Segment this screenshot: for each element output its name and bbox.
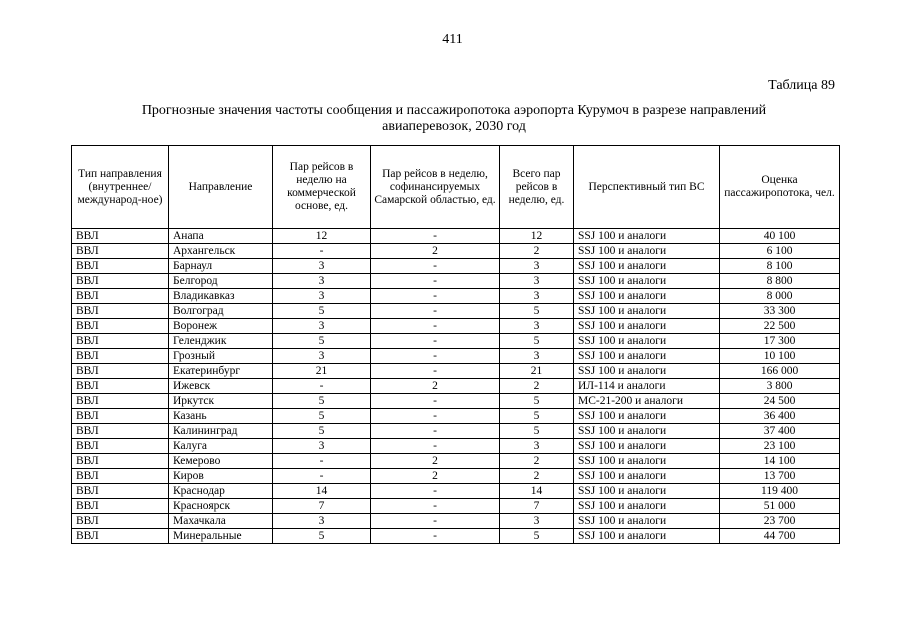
table-header-row <box>72 146 840 229</box>
cell-commercial-pairs: 3 <box>273 289 371 304</box>
caption-line-2: авиаперевозок, 2030 год <box>382 119 526 134</box>
cell-aircraft-type: SSJ 100 и аналоги <box>574 349 720 364</box>
table-row <box>72 529 840 544</box>
table-body <box>72 229 840 544</box>
header-direction-type: Тип направления (внутреннее/ международ-ное) <box>72 146 169 229</box>
table-row <box>72 499 840 514</box>
cell-passenger-estimate: 24 500 <box>720 394 840 409</box>
cell-direction: Минеральные <box>169 529 273 544</box>
cell-total-pairs: 5 <box>500 529 574 544</box>
cell-aircraft-type: SSJ 100 и аналоги <box>574 274 720 289</box>
table-row <box>72 274 840 289</box>
cell-aircraft-type: SSJ 100 и аналоги <box>574 454 720 469</box>
cell-commercial-pairs: 3 <box>273 274 371 289</box>
caption-line-1: Прогнозные значения частоты сообщения и пассажиропотока аэропорта Курумоч в разрезе направлений <box>141 103 767 118</box>
cell-aircraft-type: SSJ 100 и аналоги <box>574 409 720 424</box>
cell-aircraft-type: SSJ 100 и аналоги <box>574 319 720 334</box>
cell-passenger-estimate: 8 000 <box>720 289 840 304</box>
cell-total-pairs: 5 <box>500 424 574 439</box>
table-label: Таблица 89 <box>768 78 835 93</box>
cell-direction: Архангельск <box>169 244 273 259</box>
table-row <box>72 319 840 334</box>
cell-passenger-estimate: 37 400 <box>720 424 840 439</box>
cell-cofinanced-pairs: - <box>371 334 500 349</box>
cell-aircraft-type: SSJ 100 и аналоги <box>574 424 720 439</box>
table-caption <box>70 103 838 135</box>
cell-cofinanced-pairs: - <box>371 229 500 244</box>
cell-direction-type: ВВЛ <box>72 274 169 289</box>
cell-commercial-pairs: 14 <box>273 484 371 499</box>
cell-commercial-pairs: 5 <box>273 409 371 424</box>
cell-cofinanced-pairs: - <box>371 409 500 424</box>
cell-passenger-estimate: 51 000 <box>720 499 840 514</box>
cell-passenger-estimate: 119 400 <box>720 484 840 499</box>
table-row <box>72 439 840 454</box>
header-aircraft-type: Перспективный тип ВС <box>574 146 720 229</box>
cell-aircraft-type: SSJ 100 и аналоги <box>574 244 720 259</box>
table-row <box>72 349 840 364</box>
cell-cofinanced-pairs: - <box>371 304 500 319</box>
cell-total-pairs: 3 <box>500 259 574 274</box>
cell-commercial-pairs: 21 <box>273 364 371 379</box>
cell-direction: Владикавказ <box>169 289 273 304</box>
cell-total-pairs: 5 <box>500 409 574 424</box>
cell-cofinanced-pairs: - <box>371 529 500 544</box>
cell-commercial-pairs: 3 <box>273 514 371 529</box>
cell-cofinanced-pairs: 2 <box>371 244 500 259</box>
table-row <box>72 229 840 244</box>
cell-cofinanced-pairs: - <box>371 289 500 304</box>
cell-aircraft-type: SSJ 100 и аналоги <box>574 469 720 484</box>
cell-aircraft-type: SSJ 100 и аналоги <box>574 229 720 244</box>
cell-aircraft-type: SSJ 100 и аналоги <box>574 499 720 514</box>
cell-total-pairs: 2 <box>500 244 574 259</box>
header-cofinanced-pairs: Пар рейсов в неделю, софинансируемых Самарской областью, ед. <box>371 146 500 229</box>
cell-passenger-estimate: 6 100 <box>720 244 840 259</box>
table-row <box>72 409 840 424</box>
cell-cofinanced-pairs: 2 <box>371 469 500 484</box>
cell-direction-type: ВВЛ <box>72 484 169 499</box>
cell-direction: Калуга <box>169 439 273 454</box>
cell-passenger-estimate: 23 700 <box>720 514 840 529</box>
cell-passenger-estimate: 33 300 <box>720 304 840 319</box>
cell-direction: Махачкала <box>169 514 273 529</box>
cell-passenger-estimate: 8 800 <box>720 274 840 289</box>
cell-direction: Киров <box>169 469 273 484</box>
cell-commercial-pairs: 5 <box>273 529 371 544</box>
cell-total-pairs: 3 <box>500 514 574 529</box>
cell-passenger-estimate: 17 300 <box>720 334 840 349</box>
cell-passenger-estimate: 23 100 <box>720 439 840 454</box>
cell-direction: Барнаул <box>169 259 273 274</box>
cell-direction-type: ВВЛ <box>72 409 169 424</box>
cell-passenger-estimate: 14 100 <box>720 454 840 469</box>
cell-direction-type: ВВЛ <box>72 394 169 409</box>
cell-commercial-pairs: 3 <box>273 259 371 274</box>
cell-cofinanced-pairs: - <box>371 439 500 454</box>
cell-total-pairs: 2 <box>500 379 574 394</box>
cell-direction: Волгоград <box>169 304 273 319</box>
cell-total-pairs: 21 <box>500 364 574 379</box>
cell-commercial-pairs: 12 <box>273 229 371 244</box>
cell-passenger-estimate: 36 400 <box>720 409 840 424</box>
cell-direction: Красноярск <box>169 499 273 514</box>
cell-direction-type: ВВЛ <box>72 529 169 544</box>
table-row <box>72 469 840 484</box>
cell-cofinanced-pairs: - <box>371 349 500 364</box>
cell-direction: Екатеринбург <box>169 364 273 379</box>
cell-direction-type: ВВЛ <box>72 244 169 259</box>
table-row <box>72 394 840 409</box>
cell-direction-type: ВВЛ <box>72 379 169 394</box>
cell-commercial-pairs: 5 <box>273 304 371 319</box>
cell-direction-type: ВВЛ <box>72 289 169 304</box>
cell-total-pairs: 3 <box>500 439 574 454</box>
cell-aircraft-type: SSJ 100 и аналоги <box>574 289 720 304</box>
cell-direction-type: ВВЛ <box>72 469 169 484</box>
cell-passenger-estimate: 8 100 <box>720 259 840 274</box>
cell-direction-type: ВВЛ <box>72 229 169 244</box>
cell-direction: Краснодар <box>169 484 273 499</box>
cell-direction-type: ВВЛ <box>72 454 169 469</box>
cell-cofinanced-pairs: 2 <box>371 454 500 469</box>
table-row <box>72 334 840 349</box>
cell-total-pairs: 3 <box>500 274 574 289</box>
cell-direction: Белгород <box>169 274 273 289</box>
cell-aircraft-type: SSJ 100 и аналоги <box>574 484 720 499</box>
cell-direction: Воронеж <box>169 319 273 334</box>
cell-cofinanced-pairs: - <box>371 259 500 274</box>
cell-passenger-estimate: 13 700 <box>720 469 840 484</box>
cell-direction: Кемерово <box>169 454 273 469</box>
header-commercial-pairs: Пар рейсов в неделю на коммерческой основе, ед. <box>273 146 371 229</box>
table-row <box>72 454 840 469</box>
cell-total-pairs: 3 <box>500 289 574 304</box>
cell-aircraft-type: SSJ 100 и аналоги <box>574 514 720 529</box>
table-row <box>72 379 840 394</box>
cell-direction: Грозный <box>169 349 273 364</box>
cell-direction-type: ВВЛ <box>72 349 169 364</box>
cell-commercial-pairs: 5 <box>273 334 371 349</box>
cell-direction-type: ВВЛ <box>72 514 169 529</box>
header-passenger-estimate: Оценка пассажиропотока, чел. <box>720 146 840 229</box>
cell-cofinanced-pairs: - <box>371 514 500 529</box>
cell-aircraft-type: SSJ 100 и аналоги <box>574 529 720 544</box>
cell-direction-type: ВВЛ <box>72 364 169 379</box>
cell-total-pairs: 5 <box>500 334 574 349</box>
table-row <box>72 514 840 529</box>
cell-cofinanced-pairs: 2 <box>371 379 500 394</box>
cell-commercial-pairs: 5 <box>273 424 371 439</box>
cell-direction: Ижевск <box>169 379 273 394</box>
page-number: 411 <box>442 32 463 47</box>
table-row <box>72 424 840 439</box>
cell-aircraft-type: SSJ 100 и аналоги <box>574 364 720 379</box>
cell-direction: Калининград <box>169 424 273 439</box>
cell-aircraft-type: SSJ 100 и аналоги <box>574 259 720 274</box>
cell-total-pairs: 5 <box>500 304 574 319</box>
cell-total-pairs: 12 <box>500 229 574 244</box>
cell-passenger-estimate: 22 500 <box>720 319 840 334</box>
cell-commercial-pairs: 3 <box>273 319 371 334</box>
cell-cofinanced-pairs: - <box>371 364 500 379</box>
cell-direction: Геленджик <box>169 334 273 349</box>
cell-passenger-estimate: 3 800 <box>720 379 840 394</box>
cell-commercial-pairs: - <box>273 379 371 394</box>
cell-total-pairs: 3 <box>500 349 574 364</box>
table-row <box>72 304 840 319</box>
cell-passenger-estimate: 166 000 <box>720 364 840 379</box>
cell-cofinanced-pairs: - <box>371 274 500 289</box>
cell-direction-type: ВВЛ <box>72 304 169 319</box>
cell-cofinanced-pairs: - <box>371 499 500 514</box>
cell-aircraft-type: МС-21-200 и аналоги <box>574 394 720 409</box>
cell-direction-type: ВВЛ <box>72 439 169 454</box>
cell-direction: Казань <box>169 409 273 424</box>
flights-table <box>71 145 840 544</box>
cell-total-pairs: 14 <box>500 484 574 499</box>
cell-cofinanced-pairs: - <box>371 394 500 409</box>
cell-commercial-pairs: - <box>273 244 371 259</box>
cell-total-pairs: 2 <box>500 469 574 484</box>
cell-passenger-estimate: 10 100 <box>720 349 840 364</box>
cell-cofinanced-pairs: - <box>371 484 500 499</box>
header-total-pairs: Всего пар рейсов в неделю, ед. <box>500 146 574 229</box>
cell-direction: Иркутск <box>169 394 273 409</box>
cell-direction-type: ВВЛ <box>72 259 169 274</box>
table-row <box>72 289 840 304</box>
cell-commercial-pairs: 3 <box>273 349 371 364</box>
cell-commercial-pairs: 3 <box>273 439 371 454</box>
cell-commercial-pairs: - <box>273 469 371 484</box>
cell-total-pairs: 3 <box>500 319 574 334</box>
cell-aircraft-type: SSJ 100 и аналоги <box>574 439 720 454</box>
cell-direction-type: ВВЛ <box>72 499 169 514</box>
cell-passenger-estimate: 40 100 <box>720 229 840 244</box>
cell-aircraft-type: SSJ 100 и аналоги <box>574 334 720 349</box>
cell-cofinanced-pairs: - <box>371 319 500 334</box>
cell-aircraft-type: SSJ 100 и аналоги <box>574 304 720 319</box>
cell-total-pairs: 5 <box>500 394 574 409</box>
cell-total-pairs: 2 <box>500 454 574 469</box>
table-row <box>72 364 840 379</box>
cell-direction-type: ВВЛ <box>72 319 169 334</box>
cell-aircraft-type: ИЛ-114 и аналоги <box>574 379 720 394</box>
cell-direction-type: ВВЛ <box>72 334 169 349</box>
cell-direction-type: ВВЛ <box>72 424 169 439</box>
cell-direction: Анапа <box>169 229 273 244</box>
cell-commercial-pairs: 5 <box>273 394 371 409</box>
table-row <box>72 244 840 259</box>
cell-cofinanced-pairs: - <box>371 424 500 439</box>
cell-total-pairs: 7 <box>500 499 574 514</box>
header-direction: Направление <box>169 146 273 229</box>
table-row <box>72 259 840 274</box>
cell-commercial-pairs: 7 <box>273 499 371 514</box>
table-row <box>72 484 840 499</box>
cell-commercial-pairs: - <box>273 454 371 469</box>
cell-passenger-estimate: 44 700 <box>720 529 840 544</box>
